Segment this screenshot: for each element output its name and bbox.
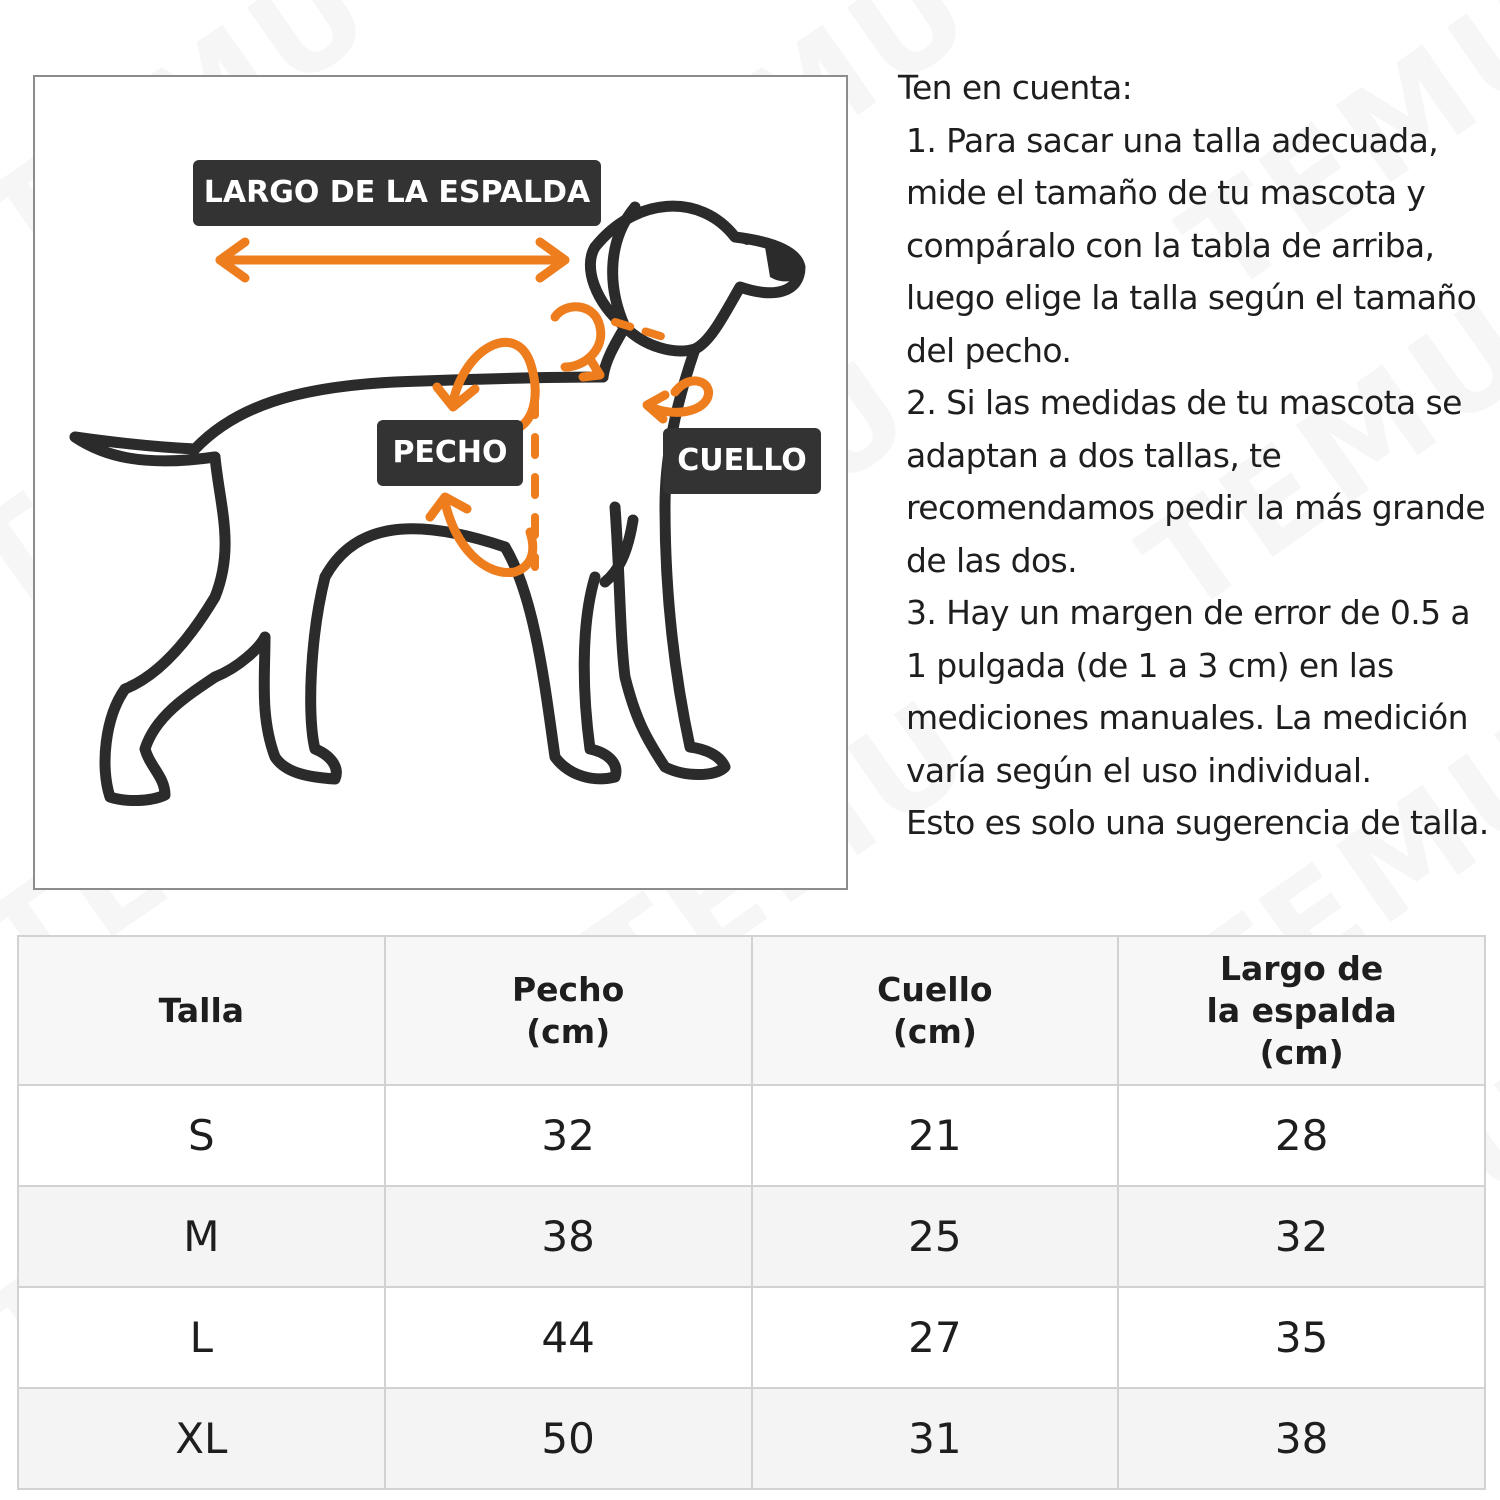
- neck-cell: 25: [752, 1186, 1119, 1287]
- neck-cell: 21: [752, 1085, 1119, 1186]
- note-item: 2. Si las medidas de tu mascota se adaptan a dos tallas, te recomendamos pedir la más grande de las dos.: [906, 383, 1486, 580]
- size-table: [17, 935, 1486, 1490]
- table-row: [18, 1287, 1485, 1388]
- size-cell: XL: [18, 1388, 385, 1489]
- notes-title: Ten en cuenta:: [898, 68, 1133, 107]
- header-text: Cuello: [877, 969, 993, 1009]
- header-size: [18, 936, 385, 1085]
- header-chest: [385, 936, 752, 1085]
- back-length-label: LARGO DE LA ESPALDA: [193, 160, 601, 226]
- header-text: Talla: [158, 990, 245, 1030]
- note-item: Esto es solo una sugerencia de talla.: [906, 803, 1489, 842]
- header-text: la espalda: [1206, 990, 1397, 1030]
- header-unit: (cm): [526, 1011, 611, 1051]
- measurement-notes: [898, 62, 1498, 850]
- note-item: 1. Para sacar una talla adecuada, mide el tamaño de tu mascota y compáralo con la tabla de arriba, luego elige la talla según el tamaño del pecho.: [906, 120, 1477, 370]
- neck-cell: 31: [752, 1388, 1119, 1489]
- back-length-cell: 32: [1118, 1186, 1485, 1287]
- back-length-cell: 28: [1118, 1085, 1485, 1186]
- table-row: [18, 1388, 1485, 1489]
- header-neck: [752, 936, 1119, 1085]
- chest-label: PECHO: [377, 420, 523, 486]
- size-cell: M: [18, 1186, 385, 1287]
- table-row: [18, 1186, 1485, 1287]
- header-text: Largo de: [1219, 948, 1384, 988]
- back-length-cell: 35: [1118, 1287, 1485, 1388]
- table-row: [18, 1085, 1485, 1186]
- neck-label: CUELLO: [663, 428, 821, 494]
- chest-cell: 44: [385, 1287, 752, 1388]
- size-cell: S: [18, 1085, 385, 1186]
- header-text: Pecho: [511, 969, 625, 1009]
- table-header-row: [18, 936, 1485, 1085]
- dog-measurement-illustration: [33, 75, 848, 890]
- back-length-cell: 38: [1118, 1388, 1485, 1489]
- header-unit: (cm): [892, 1011, 977, 1051]
- neck-cell: 27: [752, 1287, 1119, 1388]
- chest-cell: 50: [385, 1388, 752, 1489]
- header-unit: (cm): [1259, 1032, 1344, 1072]
- size-cell: L: [18, 1287, 385, 1388]
- chest-cell: 38: [385, 1186, 752, 1287]
- header-back-length: [1118, 936, 1485, 1085]
- note-item: 3. Hay un margen de error de 0.5 a 1 pulgada (de 1 a 3 cm) en las mediciones manuales. La medición varía según el uso individual.: [906, 593, 1471, 790]
- chest-cell: 32: [385, 1085, 752, 1186]
